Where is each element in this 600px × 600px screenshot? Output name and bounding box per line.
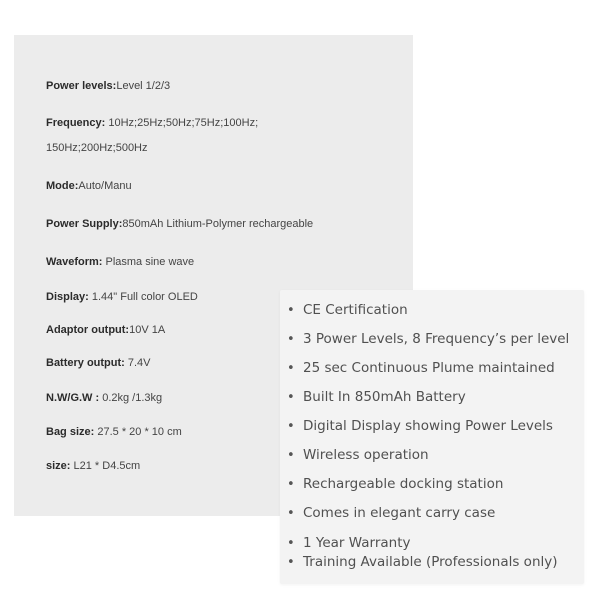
list-item [287, 330, 569, 349]
bullet-icon: • [287, 506, 295, 521]
list-item [287, 388, 466, 407]
spec-value: 7.4V [124, 357, 151, 369]
spec-value: 10V 1A [129, 324, 166, 336]
spec-label: size: [46, 460, 71, 472]
spec-value: 1.44" Full color OLED [88, 291, 198, 303]
spec-label: Battery output: [46, 357, 125, 369]
feature-text: 3 Power Levels, 8 Frequency’s per level [303, 331, 570, 347]
spec-frequency-continued [46, 141, 148, 155]
spec-value: 0.2kg /1.3kg [99, 392, 163, 404]
spec-label: Power levels: [46, 80, 117, 92]
list-item [287, 417, 553, 436]
list-item [287, 359, 555, 378]
features-panel [280, 290, 584, 584]
spec-power-levels [46, 79, 170, 93]
spec-mode [46, 179, 132, 193]
spec-value: Level 1/2/3 [116, 80, 171, 92]
list-item [287, 504, 495, 523]
spec-value: Auto/Manu [78, 180, 132, 192]
list-item [287, 475, 503, 494]
spec-label: Bag size: [46, 426, 95, 438]
spec-bag-size [46, 425, 182, 439]
spec-frequency [46, 116, 258, 130]
bullet-icon: • [287, 448, 295, 463]
spec-label: Mode: [46, 180, 79, 192]
feature-text: Built In 850mAh Battery [303, 389, 466, 405]
spec-value: 850mAh Lithium-Polymer rechargeable [122, 218, 314, 230]
list-item [287, 301, 408, 320]
spec-value: Plasma sine wave [102, 256, 195, 268]
bullet-icon: • [287, 419, 295, 434]
bullet-icon: • [287, 477, 295, 492]
bullet-icon: • [287, 303, 295, 318]
list-item [287, 553, 558, 572]
spec-value: 150Hz;200Hz;500Hz [46, 142, 148, 154]
list-item [287, 446, 429, 465]
spec-value: 27.5 * 20 * 10 cm [94, 426, 182, 438]
spec-label: Waveform: [46, 256, 103, 268]
spec-display [46, 290, 198, 304]
spec-value: L21 * D4.5cm [70, 460, 141, 472]
feature-text: Comes in elegant carry case [303, 505, 496, 521]
bullet-icon: • [287, 555, 295, 570]
spec-label: N.W/G.W : [46, 392, 100, 404]
spec-label: Power Supply: [46, 218, 123, 230]
spec-label: Display: [46, 291, 89, 303]
bullet-icon: • [287, 332, 295, 347]
spec-value: 10Hz;25Hz;50Hz;75Hz;100Hz; [105, 117, 259, 129]
feature-text: 25 sec Continuous Plume maintained [303, 360, 555, 376]
feature-text: Rechargeable docking station [303, 476, 504, 492]
spec-label: Adaptor output: [46, 324, 130, 336]
spec-waveform [46, 255, 194, 269]
spec-weight [46, 391, 162, 405]
spec-power-supply [46, 217, 313, 231]
spec-size [46, 459, 140, 473]
feature-text: 1 Year Warranty [303, 535, 411, 551]
feature-text: CE Certification [303, 302, 408, 318]
spec-label: Frequency: [46, 117, 106, 129]
bullet-icon: • [287, 361, 295, 376]
bullet-icon: • [287, 390, 295, 405]
feature-text: Wireless operation [303, 447, 429, 463]
list-item [287, 534, 411, 553]
bullet-icon: • [287, 536, 295, 551]
spec-adaptor-output [46, 323, 165, 337]
spec-battery-output [46, 356, 151, 370]
feature-text: Digital Display showing Power Levels [303, 418, 553, 434]
feature-text: Training Available (Professionals only) [303, 554, 558, 570]
